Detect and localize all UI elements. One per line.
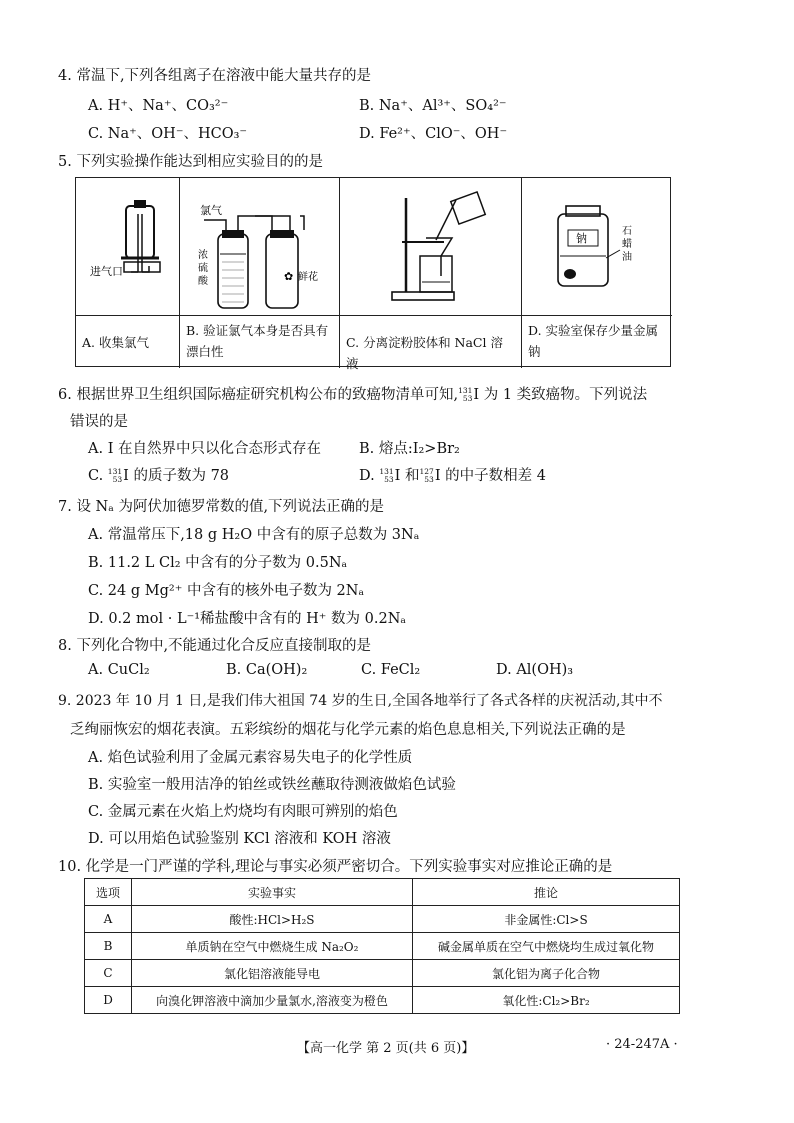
table-row: D 向溴化钾溶液中滴加少量氯水,溶液变为橙色 氧化性:Cl₂>Br₂ [85,987,680,1014]
table-row: C 氯化铝溶液能导电 氯化铝为离子化合物 [85,960,680,987]
q7-option-b: B. 11.2 L Cl₂ 中含有的分子数为 0.5Nₐ [88,555,348,571]
q6-stem-2: 错误的是 [70,414,128,430]
q9-option-a: A. 焰色试验利用了金属元素容易失电子的化学性质 [88,750,413,766]
q4-stem: 4. 常温下,下列各组离子在溶液中能大量共存的是 [58,68,372,84]
flower-label: 鲜花 [298,272,318,283]
q10-stem: 10. 化学是一门严谨的学科,理论与事实必须严密切合。下列实验事实对应推论正确的是 [58,859,613,875]
q5-figure-c [340,178,522,316]
q6-stem-1-tail: I 为 1 类致癌物。下列说法 [473,387,648,403]
footer-page-info: 【高一化学 第 2 页(共 6 页)】 [297,1041,475,1056]
q4-option-a: A. H⁺、Na⁺、CO₃²⁻ [88,98,229,114]
q8-stem: 8. 下列化合物中,不能通过化合反应直接制取的是 [58,638,372,654]
chlorine-label: 氯气 [200,204,222,217]
q4-option-c: C. Na⁺、OH⁻、HCO₃⁻ [88,126,248,142]
q8-option-c: C. FeCl₂ [361,662,421,678]
acid-label-3: 酸 [198,276,208,287]
gas-collection-bottle-figure [76,178,178,314]
q6-option-b: B. 熔点:I₂>Br₂ [359,441,460,457]
paraffin-label-2: 蜡 [622,239,632,250]
q9-option-b: B. 实验室一般用洁净的铂丝或铁丝蘸取待测液做焰色试验 [88,777,456,793]
paraffin-label-1: 石 [622,226,632,237]
q8-option-b: B. Ca(OH)₂ [226,662,308,678]
q10-table [84,878,680,1014]
q6-option-c: C. 131 53 I 的质子数为 78 [88,467,230,484]
q7-option-a: A. 常温常压下,18 g H₂O 中含有的原子总数为 3Nₐ [88,527,420,543]
q6-stem-1: 6. 根据世界卫生组织国际癌症研究机构公布的致癌物清单可知, [58,387,459,403]
table-header-row [85,879,680,906]
footer-code: · 24-247A · [606,1037,678,1052]
q5-option-c: C. 分离淀粉胶体和 NaCl 溶液 [340,316,522,368]
q5-option-a: A. 收集氯气 [76,316,180,368]
header-fact: 实验事实 [132,879,413,906]
q9-stem-2: 乏绚丽恢宏的烟花表演。五彩缤纷的烟花与化学元素的焰色息息相关,下列说法正确的是 [70,722,626,738]
q6-option-d: D. 131 53 I 和 127 53 I 的中子数相差 4 [359,467,546,484]
sodium-label: 钠 [576,232,587,245]
q7-stem: 7. 设 Nₐ 为阿伏加德罗常数的值,下列说法正确的是 [58,499,385,515]
q5-apparatus-table [75,177,671,371]
q4-option-b: B. Na⁺、Al³⁺、SO₄²⁻ [359,98,507,114]
acid-label-1: 浓 [198,250,208,261]
q5-figure-d [522,178,672,316]
q5-stem: 5. 下列实验操作能达到相应实验目的的是 [58,154,323,170]
q9-stem-1: 9. 2023 年 10 月 1 日,是我们伟大祖国 74 岁的生日,全国各地举行了各式各样的庆祝活动,其中不 [58,693,663,709]
q5-figure-a [76,178,180,316]
q7-option-d: D. 0.2 mol · L⁻¹稀盐酸中含有的 H⁺ 数为 0.2Nₐ [88,611,407,627]
table-row: A 酸性:HCl>H₂S 非金属性:Cl>S [85,906,680,933]
q6-stem-line-1 [58,383,647,404]
sodium-storage-figure [522,178,670,314]
q9-option-d: D. 可以用焰色试验鉴别 KCl 溶液和 KOH 溶液 [88,831,391,847]
q8-option-d: D. Al(OH)₃ [496,662,574,678]
q5-option-d: D. 实验室保存少量金属钠 [528,323,659,359]
inlet-label: 进气口 [90,265,123,278]
paraffin-label-3: 油 [622,252,632,263]
q4-option-d: D. Fe²⁺、ClO⁻、OH⁻ [359,126,508,142]
q8-option-a: A. CuCl₂ [88,662,150,678]
q5-option-b: B. 验证氯气本身是否具有漂白性 [180,316,340,368]
chlorine-bleach-test-figure [180,178,338,314]
header-inference: 推论 [413,879,680,906]
q7-option-c: C. 24 g Mg²⁺ 中含有的核外电子数为 2Nₐ [88,583,365,599]
q5-figure-b [180,178,340,316]
iodine-131-isotope: 131 53 [458,386,473,403]
flower-icon: ✿ [284,270,294,283]
header-option: 选项 [85,879,132,906]
q6-option-a: A. I 在自然界中只以化合态形式存在 [88,441,322,457]
q9-option-c: C. 金属元素在火焰上灼烧均有肉眼可辨别的焰色 [88,804,398,820]
acid-label-2: 硫 [198,263,208,274]
table-row: B 单质钠在空气中燃烧生成 Na₂O₂ 碱金属单质在空气中燃烧均生成过氧化物 [85,933,680,960]
filtration-figure [340,178,520,314]
